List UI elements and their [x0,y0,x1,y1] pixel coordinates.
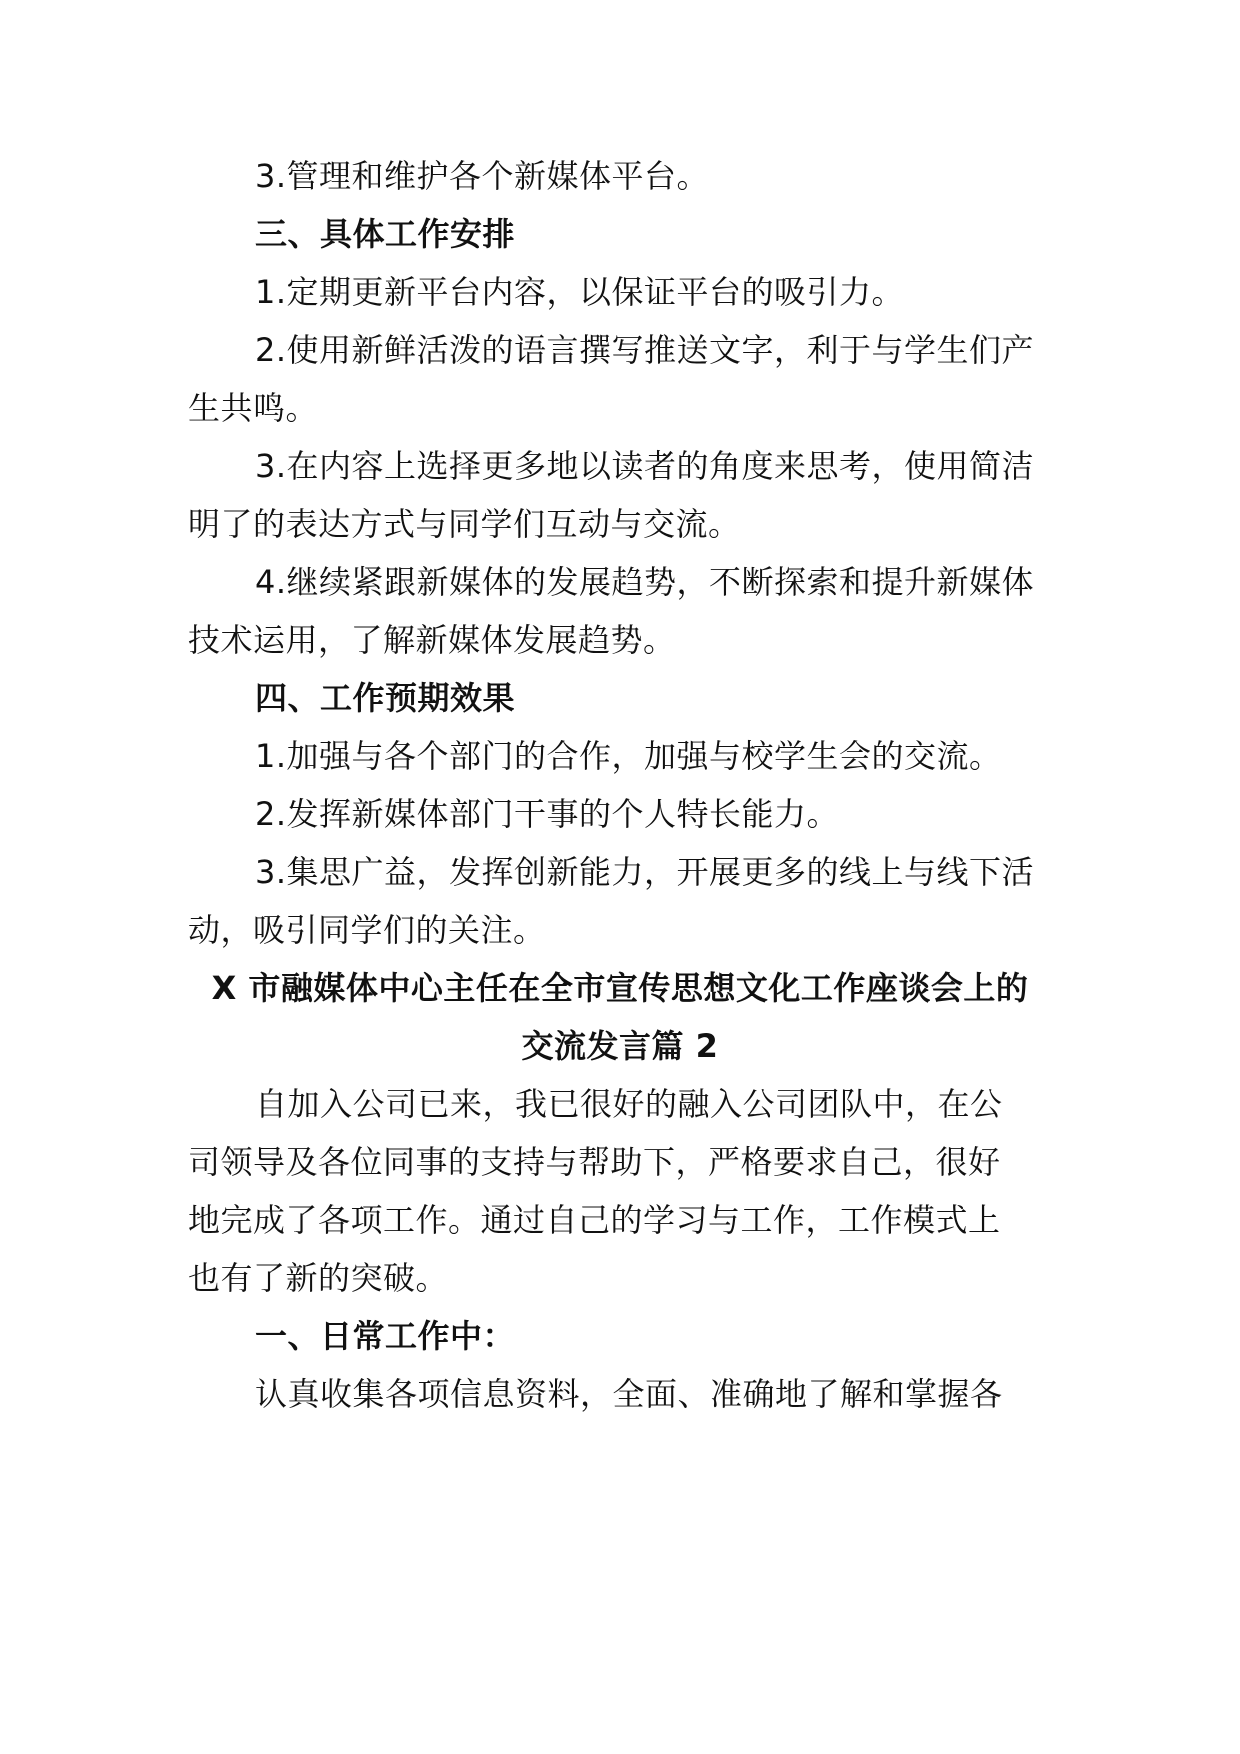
paragraph-line: 3.在内容上选择更多地以读者的角度来思考，使用简洁 [255,447,1035,485]
section-heading: 四、工作预期效果 [255,679,516,717]
section-heading: 三、具体工作安排 [255,215,516,253]
paragraph-line: 2.发挥新媒体部门干事的个人特长能力。 [255,795,840,833]
paragraph-line: 1.加强与各个部门的合作，加强与校学生会的交流。 [255,737,1002,775]
paragraph-line: 动，吸引同学们的关注。 [188,911,546,949]
paragraph-line: 4.继续紧跟新媒体的发展趋势，不断探索和提升新媒体 [255,563,1035,601]
paragraph-line: 明了的表达方式与同学们互动与交流。 [188,505,741,543]
document-title: X 市融媒体中心主任在全市宣传思想文化工作座谈会上的 [211,969,1029,1007]
paragraph-line: 3.管理和维护各个新媒体平台。 [255,157,710,195]
paragraph-line: 技术运用，了解新媒体发展趋势。 [188,621,676,659]
paragraph-line: 司领导及各位同事的支持与帮助下，严格要求自己，很好 [188,1143,1001,1181]
paragraph-line: 地完成了各项工作。通过自己的学习与工作，工作模式上 [188,1201,1001,1239]
document-title: 交流发言篇 2 [521,1027,719,1065]
paragraph-line: 2.使用新鲜活泼的语言撰写推送文字，利于与学生们产 [255,331,1035,369]
paragraph-line: 自加入公司已来，我已很好的融入公司团队中，在公 [255,1085,1003,1123]
paragraph-line: 认真收集各项信息资料，全面、准确地了解和掌握各 [255,1375,1003,1413]
paragraph-line: 也有了新的突破。 [188,1259,449,1297]
paragraph-line: 3.集思广益，发挥创新能力，开展更多的线上与线下活 [255,853,1035,891]
paragraph-line: 1.定期更新平台内容，以保证平台的吸引力。 [255,273,905,311]
section-heading: 一、日常工作中： [255,1317,516,1355]
paragraph-line: 生共鸣。 [188,389,319,427]
